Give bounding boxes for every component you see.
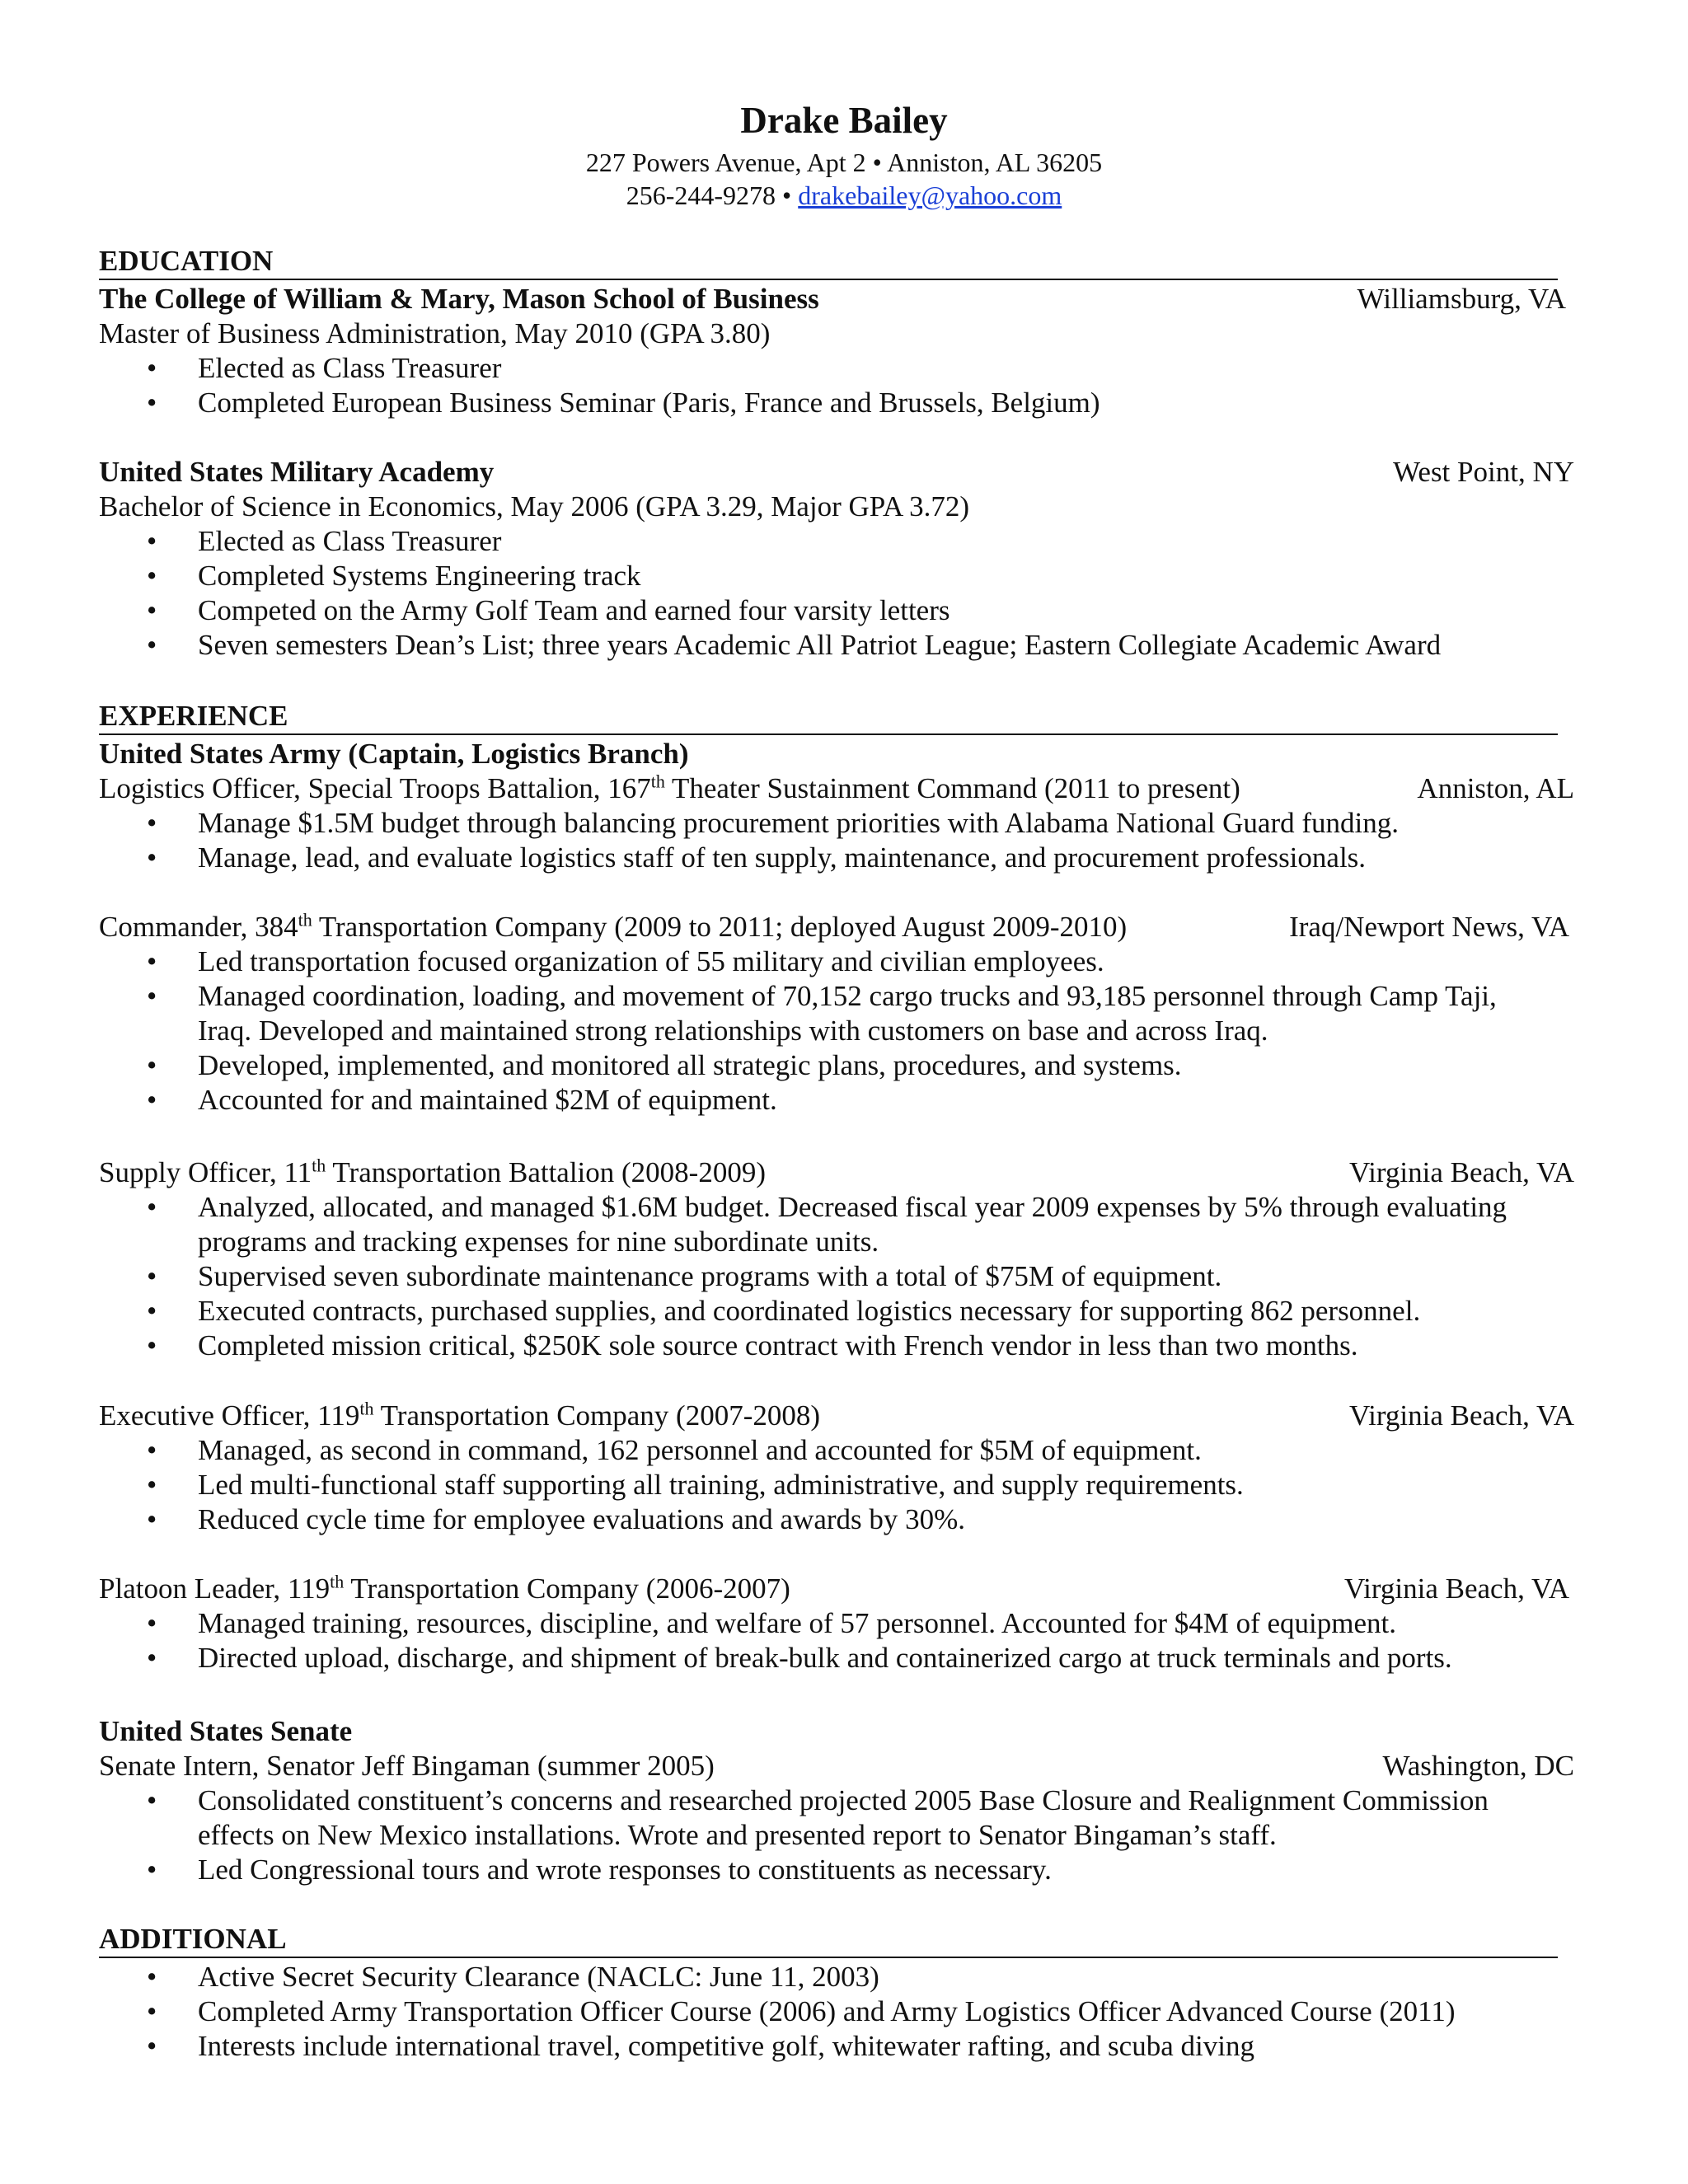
- school-title: United States Military Academy: [99, 456, 495, 488]
- job-location: Virginia Beach, VA: [1348, 1399, 1574, 1432]
- job-title-line: Senate Intern, Senator Jeff Bingaman (summer 2005) Washington, DC: [99, 1750, 1574, 1782]
- job-title-line: Supply Officer, 11th Transportation Battalion (2008-2009) Virginia Beach, VA: [99, 1155, 1574, 1188]
- degree-line: Master of Business Administration, May 2010 (GPA 3.80): [99, 317, 771, 349]
- experience-heading: EXPERIENCE: [99, 699, 1558, 735]
- candidate-name: Drake Bailey: [740, 100, 948, 141]
- email-link[interactable]: drakebailey@yahoo.com: [798, 180, 1062, 210]
- job-title-line: Logistics Officer, Special Troops Battalion, 167th Theater Sustainment Command (2011 to present) Anniston, AL: [99, 771, 1574, 804]
- employer-name: United States Army (Captain, Logistics Branch): [99, 738, 689, 770]
- job-location: Virginia Beach, VA: [1343, 1572, 1569, 1605]
- job-location: Anniston, AL: [1417, 772, 1574, 804]
- job-title-line: Executive Officer, 119th Transportation Company (2007-2008) Virginia Beach, VA: [99, 1398, 1574, 1432]
- job-title-line: Commander, 384th Transportation Company (2009 to 2011; deployed August 2009-2010) Iraq/Newport News, VA: [99, 909, 1569, 943]
- school-title: The College of William & Mary, Mason School of Business: [99, 283, 819, 315]
- education-heading: EDUCATION: [99, 244, 1558, 280]
- phone-number: 256-244-9278 •: [626, 180, 799, 210]
- degree-line: Bachelor of Science in Economics, May 2006 (GPA 3.29, Major GPA 3.72): [99, 490, 970, 523]
- address-line: 227 Powers Avenue, Apt 2 • Anniston, AL 36205: [585, 148, 1103, 177]
- school-location: West Point, NY: [1393, 456, 1574, 488]
- contact-line: [0, 178, 1688, 213]
- job-location: Washington, DC: [1382, 1750, 1574, 1782]
- school-name: [99, 282, 1574, 316]
- job-title-line: Platoon Leader, 119th Transportation Company (2006-2007) Virginia Beach, VA: [99, 1571, 1569, 1605]
- employer-name: United States Senate: [99, 1715, 353, 1747]
- additional-heading: ADDITIONAL: [99, 1922, 1558, 1958]
- job-location: Virginia Beach, VA: [1348, 1156, 1574, 1188]
- school-name: [99, 455, 1574, 490]
- job-location: Iraq/Newport News, VA: [1289, 911, 1569, 943]
- school-location: Williamsburg, VA: [1357, 283, 1566, 315]
- resume-page: Drake Bailey 227 Powers Avenue, Apt 2 • Anniston, AL 36205 256-244-9278 • drakebailey@yahoo.com EDUCATION The College of William & Mary, Mason School of Business Williamsburg, VA Master of Business Administration, May 2010 (GPA 3.80) • Elected as Class Treasurer • Completed European Business Seminar (Paris, France and Brussels, Belgium) United States Military Academy West Point, NY Bachelor of Science in Economics, May 2006 (GPA 3.29, Major GPA 3.72) • Elected as Class Treasurer • Completed Systems Engineering track • Competed on the Army Golf Team and earned four varsity letters • Seven semesters Dean’s List; three years Academic All Patriot League; Eastern Collegiate Academic Award EXPERIENCE United States Army (Captain, Logistics Branch) Logistics Officer, Special Troops Battalion, 167th Theater Sustainment Command (2011 to present) Anniston, AL • Manage $1.5M budget through balancing procurement priorities with Alabama National Guard funding. • Manage, lead, and evaluate logistics staff of ten supply, maintenance, and procurement professionals. Commander, 384th Transportation Company (2009 to 2011; deployed August 2009-2010) Iraq/Newport News, VA • Led transportation focused organization of 55 military and civilian employees. • Managed coordination, loading, and movement of 70,152 cargo trucks and 93,185 personnel through Camp Taji, Iraq. Developed and maintained strong relationships with customers on base and across Iraq. • Developed, implemented, and monitored all strategic plans, procedures, and systems. • Accounted for and maintained $2M of equipment. Supply Officer, 11th Transportation Battalion (2008-2009) Virginia Beach, VA • Analyzed, allocated, and managed $1.6M budget. Decreased fiscal year 2009 expenses by 5% through evaluating programs and tracking expenses for nine subordinate units. • Supervised seven subordinate maintenance programs with a total of $75M of equipment. • Executed contracts, purchased supplies, and coordinated logistics necessary for supporting 862 personnel. • Completed mission critical, $250K sole source contract with French vendor in less than two months. Executive Officer, 119th Transportation Company (2007-2008) Virginia Beach, VA • Managed, as second in command, 162 personnel and accounted for $5M of equipment. • Led multi-functional staff supporting all training, administrative, and supply requirements. • Reduced cycle time for employee evaluations and awards by 30%. Platoon Leader, 119th Transportation Company (2006-2007) Virginia Beach, VA • Managed training, resources, discipline, and welfare of 57 personnel. Accounted for $4M of equipment. • Directed upload, discharge, and shipment of break-bulk and containerized cargo at truck terminals and ports. United States Senate Senate Intern, Senator Jeff Bingaman (summer 2005) Washington, DC • Consolidated constituent’s concerns and researched projected 2005 Base Closure and Realignment Commission effects on New Mexico installations. Wrote and presented report to Senator Bingaman’s staff. • Led Congressional tours and wrote responses to constituents as necessary. ADDITIONAL • Active Secret Security Clearance (NACLC: June 11, 2003) • Completed Army Transportation Officer Course (2006) and Army Logistics Officer Advanced Course (2011) • Interests include international travel, competitive golf, whitewater rafting, and scuba diving: [0, 0, 1688, 2184]
